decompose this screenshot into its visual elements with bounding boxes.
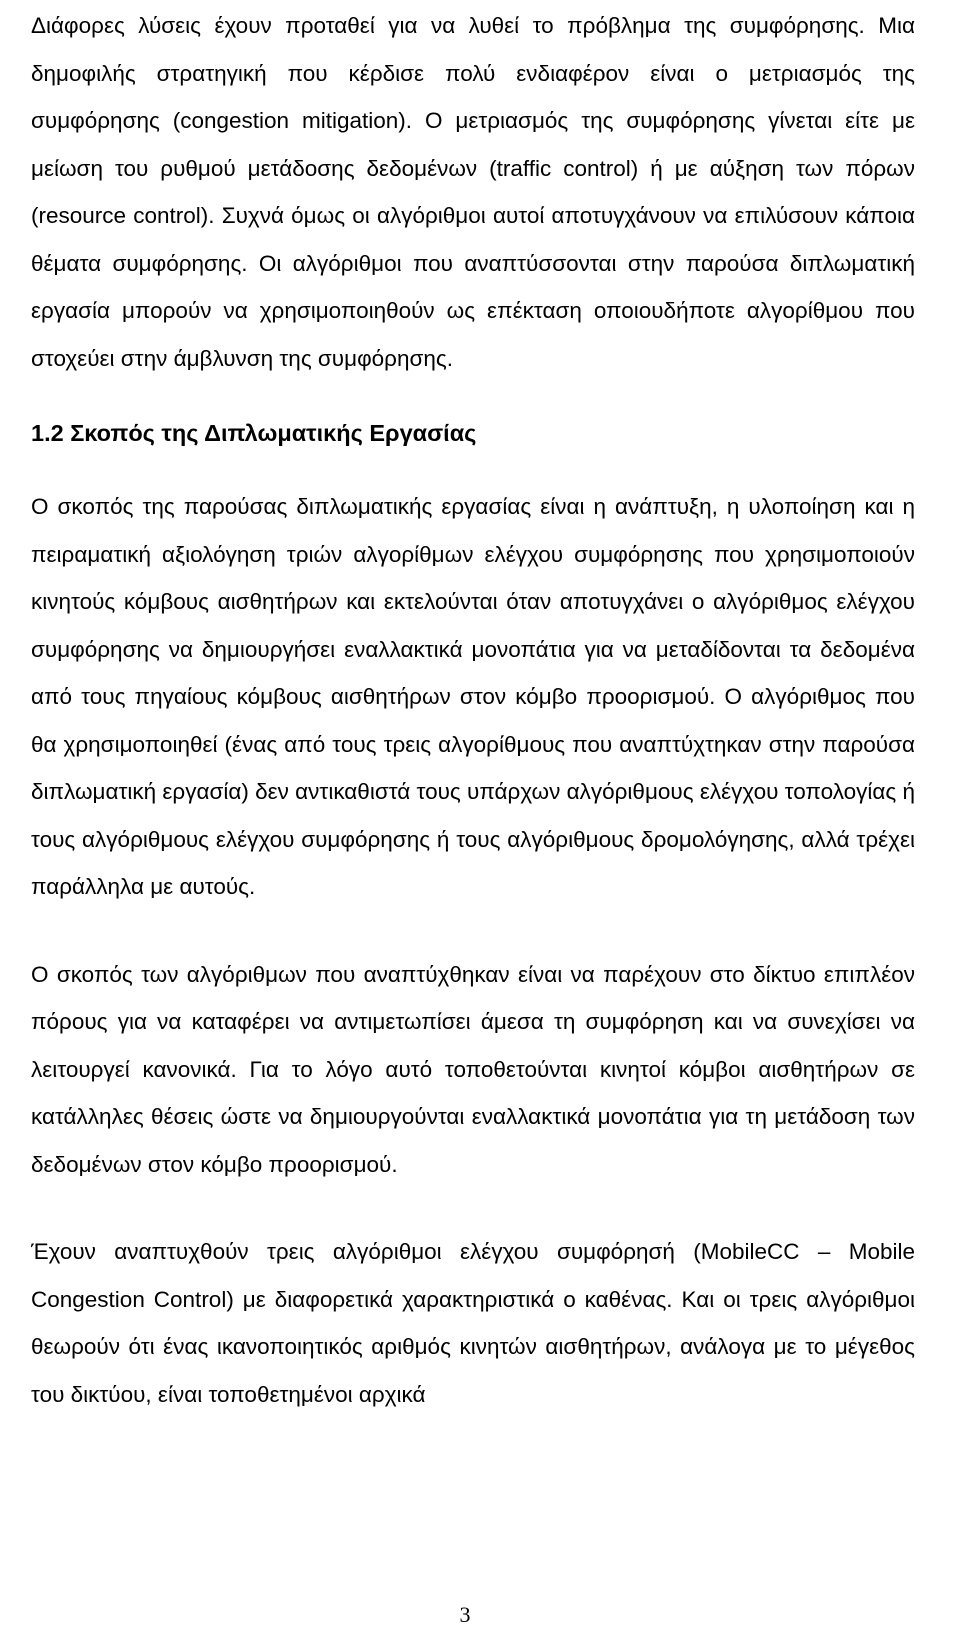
paragraph-thesis-purpose: Ο σκοπός της παρούσας διπλωματικής εργασίας είναι η ανάπτυξη, η υλοποίηση και η πειραματική αξιολόγηση τριών αλγορίθμων ελέγχου συμφόρησης που χρησιμοποιούν κινητούς κόμβους αισθητήρων και εκτελούνται όταν αποτυγχάνει ο αλγόριθμος ελέγχου συμφόρησης να δημιουργήσει εναλλακτικά μονοπάτια για να μεταδίδονται τα δεδομένα από τους πηγαίους κόμβους αισθητήρων στον κόμβο προορισμού. Ο αλγόριθμος που θα χρησιμοποιηθεί (ένας από τους τρεις αλγορίθμους που αναπτύχτηκαν στην παρούσα διπλωματική εργασία) δεν αντικαθιστά τους υπάρχων αλγόριθμους ελέγχου τοπολογίας ή τους αλγόριθμους ελέγχου συμφόρησης ή τους αλγόριθμους δρομολόγησης, αλλά τρέχει παράλληλα με αυτούς. <box>31 494 915 899</box>
section-heading: 1.2 Σκοπός της Διπλωματικής Εργασίας <box>31 420 477 446</box>
paragraph-mobilecc-algorithms: Έχουν αναπτυχθούν τρεις αλγόριθμοι ελέγχου συμφόρησή (MobileCC – Mobile Congestion Control) με διαφορετικά χαρακτηριστικά ο καθένας. Και οι τρεις αλγόριθμοι θεωρούν ότι ένας ικανοποιητικός αριθμός κινητών αισθητήρων, ανάλογα με το μέγεθος του δικτύου, είναι τοποθετημένοι αρχικά <box>31 1239 915 1407</box>
paragraph-congestion-solutions: Διάφορες λύσεις έχουν προταθεί για να λυθεί το πρόβλημα της συμφόρησης. Μια δημοφιλής στρατηγική που κέρδισε πολύ ενδιαφέρον είναι ο μετριασμός της συμφόρησης (congestion mitigation). Ο μετριασμός της συμφόρησης γίνεται είτε με μείωση του ρυθμού μετάδοσης δεδομένων (traffic control) ή με αύξηση των πόρων (resource control). Συχνά όμως οι αλγόριθμοι αυτοί αποτυγχάνουν να επιλύσουν κάποια θέματα συμφόρησης. Οι αλγόριθμοι που αναπτύσσονται στην παρούσα διπλωματική εργασία μπορούν να χρησιμοποιηθούν ως επέκταση οποιουδήποτε αλγορίθμου που στοχεύει στην άμβλυνση της συμφόρησης. <box>31 13 915 371</box>
page-number: 3 <box>459 1602 471 1627</box>
paragraph-algorithms-purpose: Ο σκοπός των αλγόριθμων που αναπτύχθηκαν είναι να παρέχουν στο δίκτυο επιπλέον πόρους για να καταφέρει να αντιμετωπίσει άμεσα τη συμφόρηση και να συνεχίσει να λειτουργεί κανονικά. Για το λόγο αυτό τοποθετούνται κινητοί κόμβοι αισθητήρων σε κατάλληλες θέσεις ώστε να δημιουργούνται εναλλακτικά μονοπάτια για τη μετάδοση των δεδομένων στον κόμβο προορισμού. <box>31 961 915 1177</box>
document-body <box>31 2 915 1418</box>
